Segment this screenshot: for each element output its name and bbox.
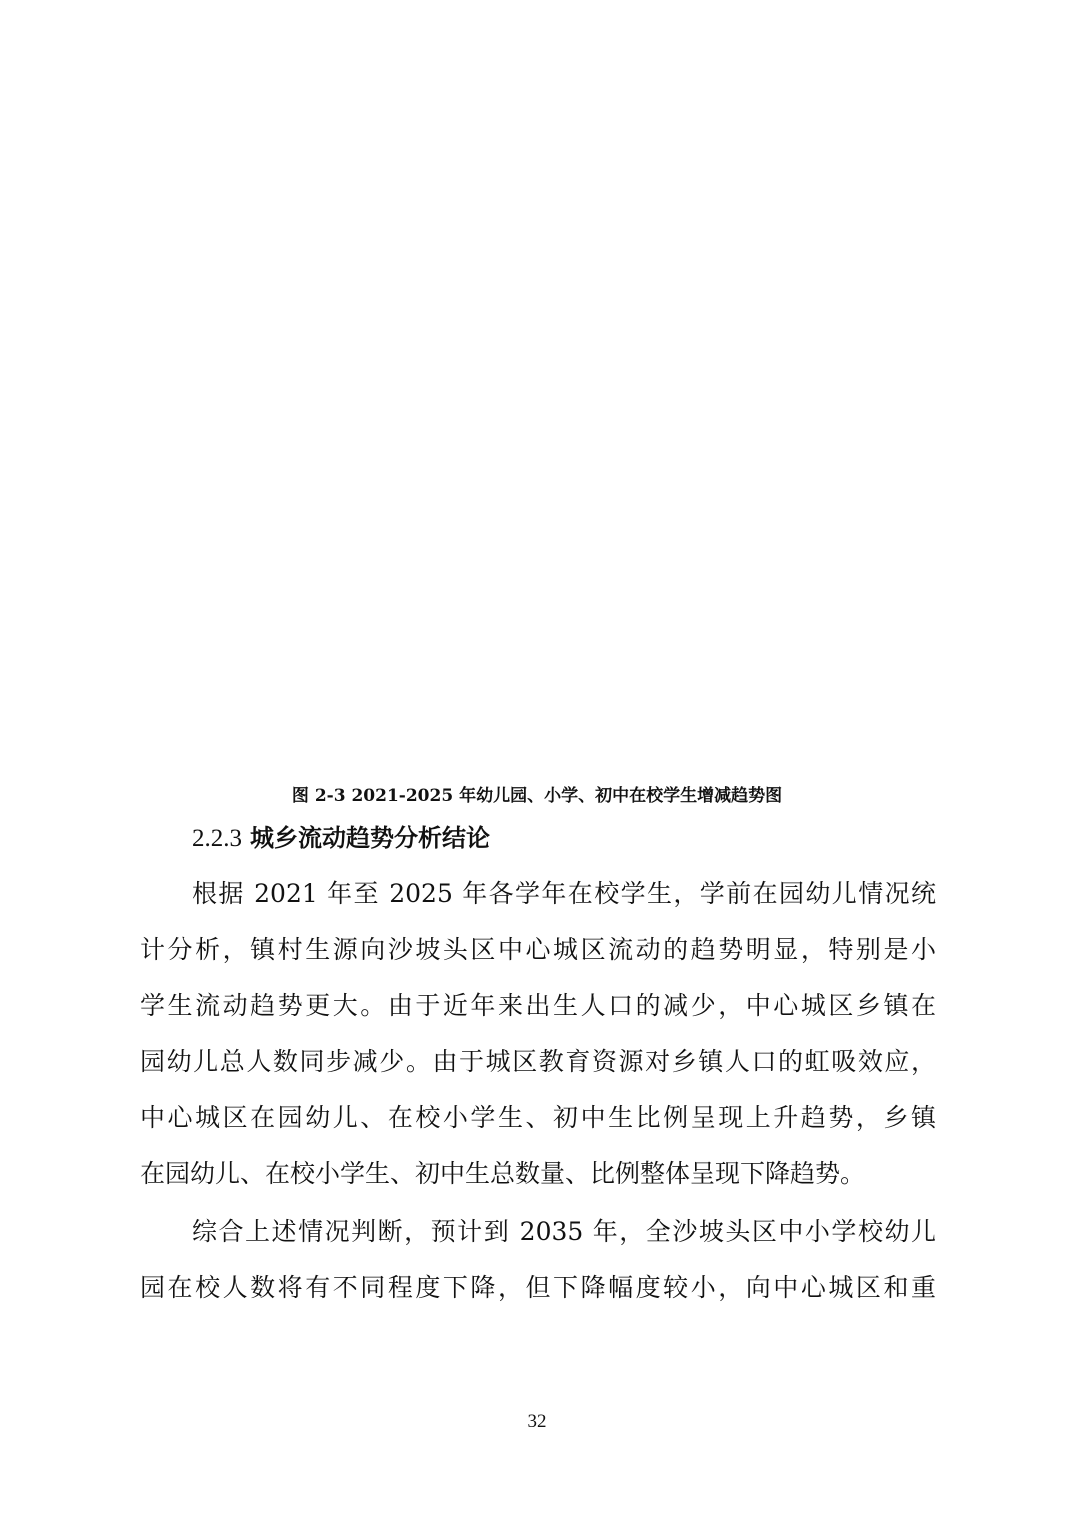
page-number: 32 xyxy=(527,1411,547,1432)
paragraph-1-line-3: 学生流动趋势更大。由于近年来出生人口的减少，中心城区乡镇在 xyxy=(140,991,936,1020)
paragraph-1-line-2: 计分析，镇村生源向沙坡头区中心城区流动的趋势明显，特别是小 xyxy=(140,935,936,964)
figure-placeholder xyxy=(140,40,940,770)
paragraph-1-line-5: 中心城区在园幼儿、在校小学生、初中生比例呈现上升趋势，乡镇 xyxy=(140,1103,936,1132)
section-heading xyxy=(192,820,490,857)
figure-caption: 图 2-3 2021-2025 年幼儿园、小学、初中在校学生增减趋势图 xyxy=(291,786,783,806)
section-number: 2.2.3 xyxy=(192,825,242,852)
paragraph-2-line-2: 园在校人数将有不同程度下降，但下降幅度较小，向中心城区和重 xyxy=(140,1273,936,1302)
paragraph-1-line-4: 园幼儿总人数同步减少。由于城区教育资源对乡镇人口的虹吸效应， xyxy=(140,1047,936,1076)
paragraph-1-line-6: 在园幼儿、在校小学生、初中生总数量、比例整体呈现下降趋势。 xyxy=(140,1159,866,1188)
paragraph-2-line-1: 综合上述情况判断，预计到 2035 年，全沙坡头区中小学校幼儿 xyxy=(192,1217,936,1246)
paragraph-1-line-1: 根据 2021 年至 2025 年各学年在校学生，学前在园幼儿情况统 xyxy=(192,879,936,908)
section-title: 城乡流动趋势分析结论 xyxy=(249,824,490,852)
